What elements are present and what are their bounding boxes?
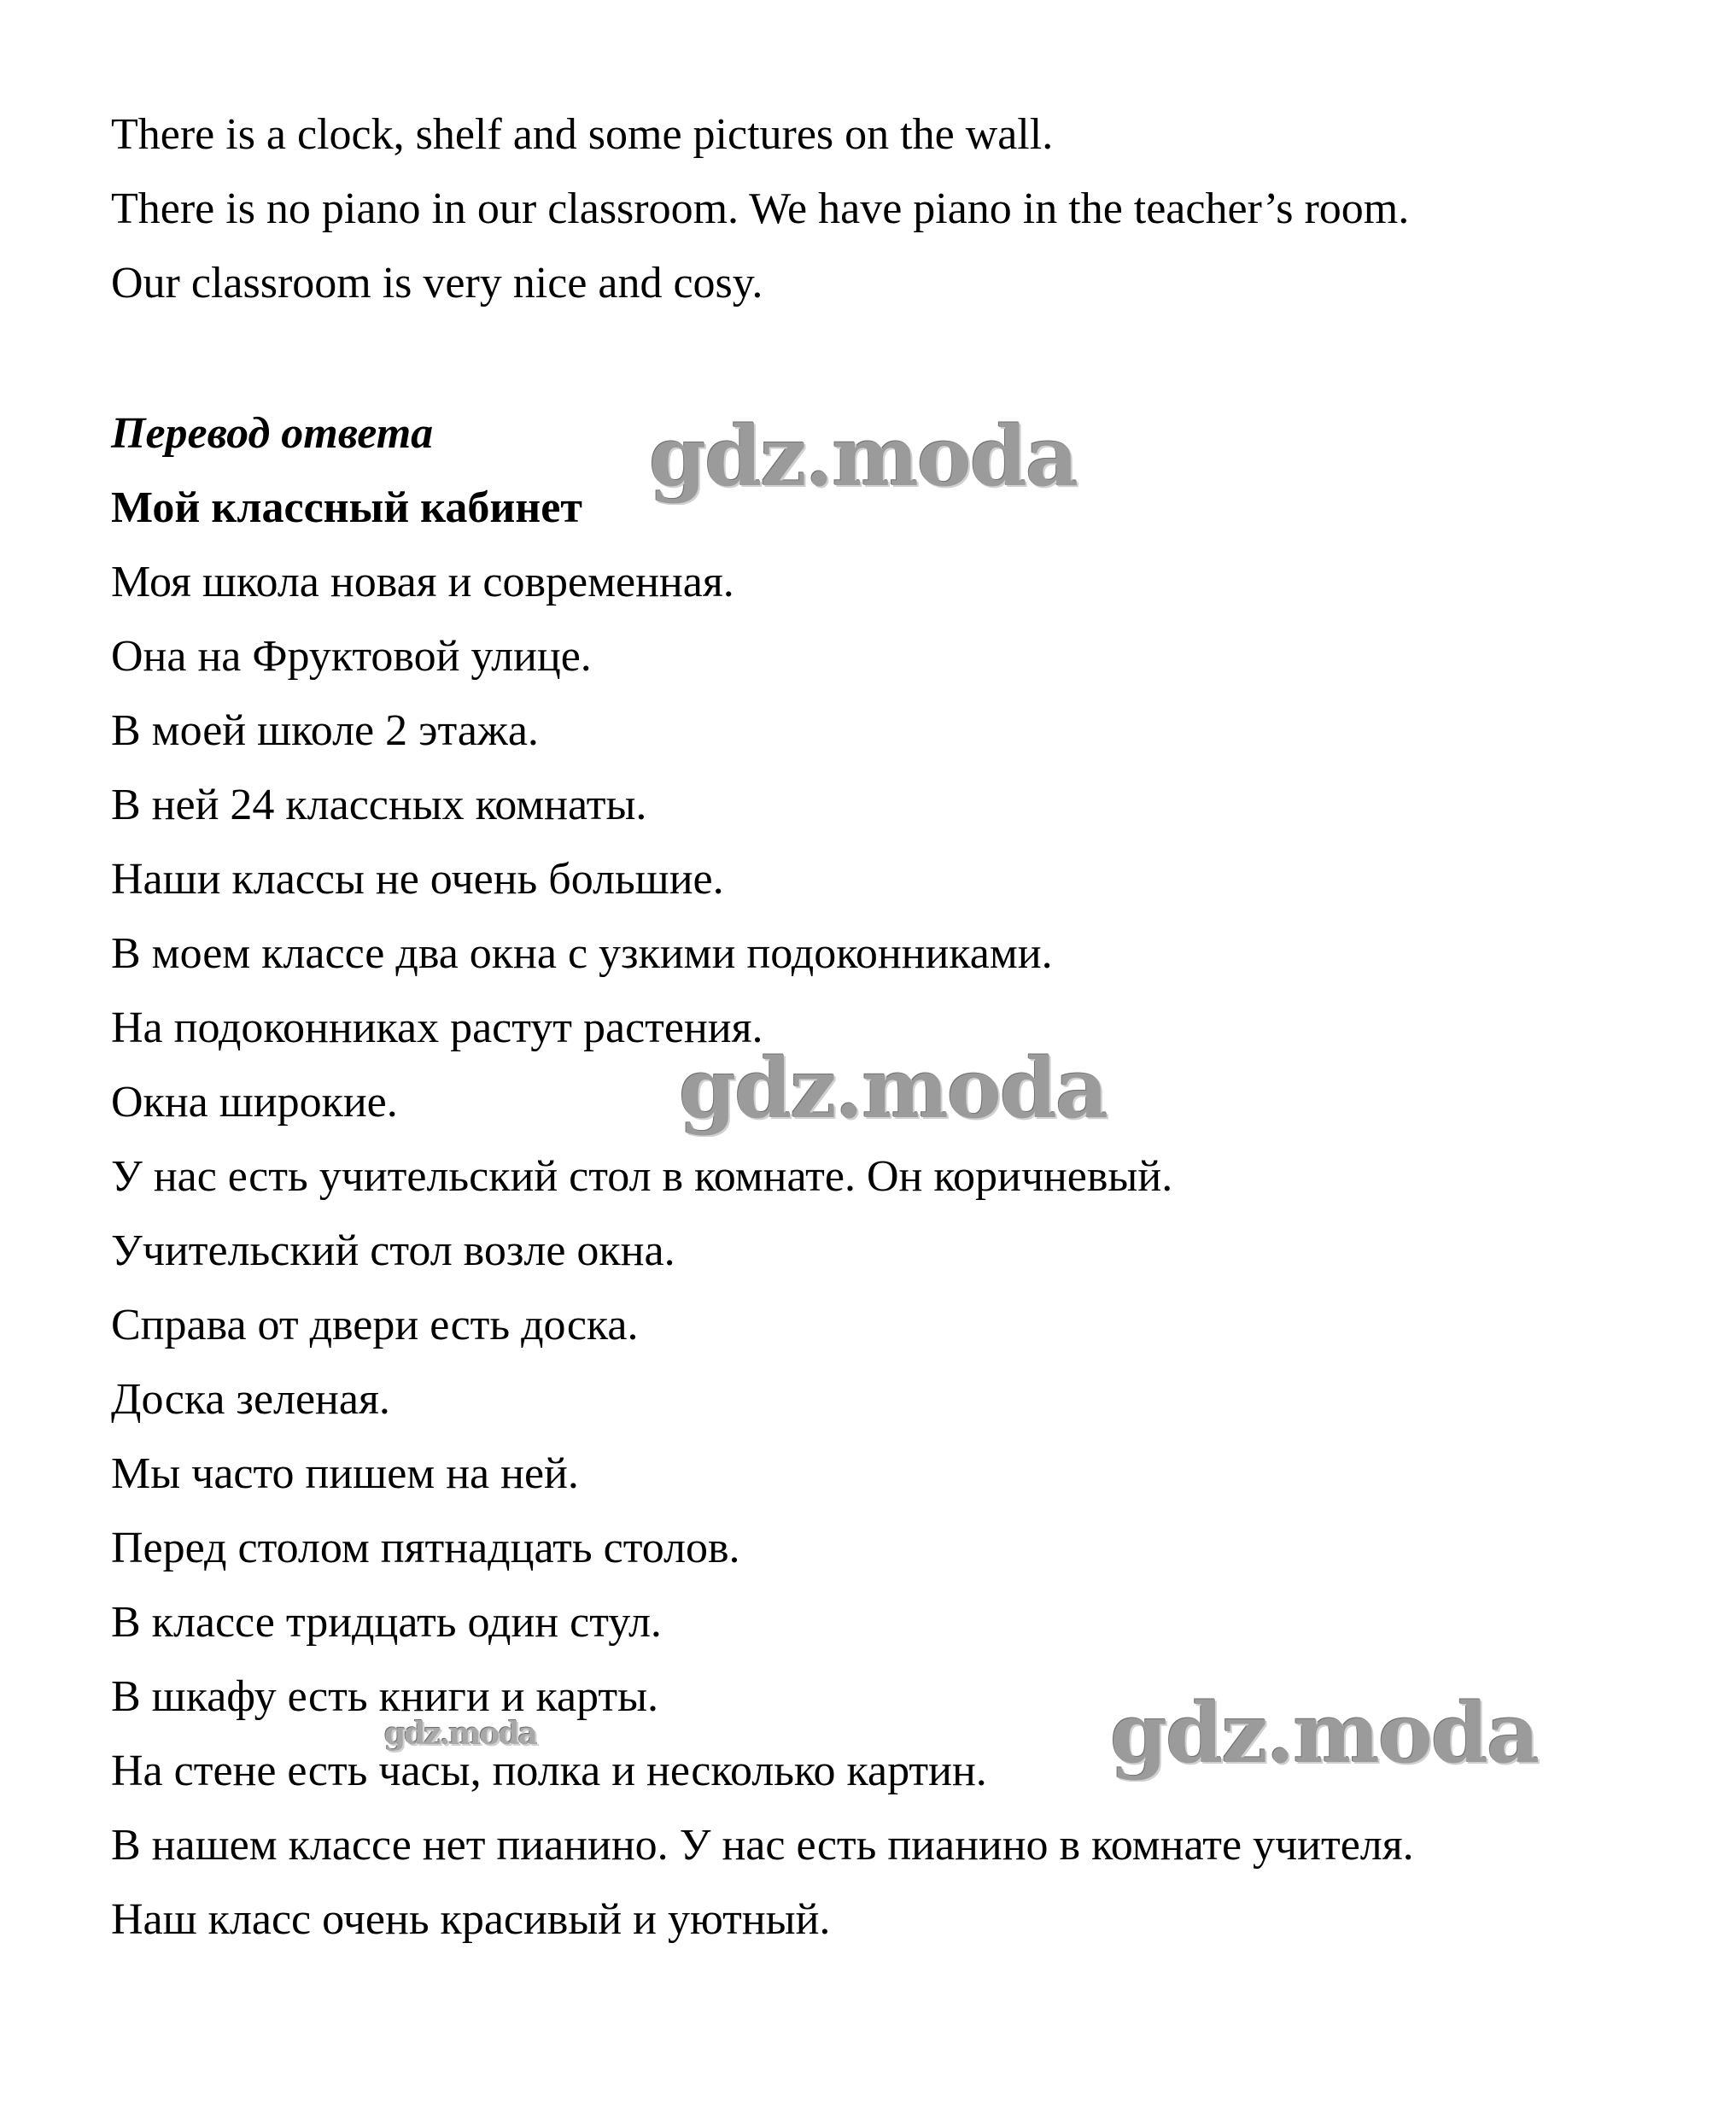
russian-line: В ней 24 классных комнаты. [111, 781, 647, 829]
russian-line: Наши классы не очень большие. [111, 855, 724, 904]
russian-line: В шкафу есть книги и карты. [111, 1672, 659, 1721]
translation-title: Мой классный кабинет [111, 483, 582, 532]
russian-line: На подоконниках растут растения. [111, 1004, 763, 1052]
russian-line: Перед столом пятнадцать столов. [111, 1524, 740, 1572]
russian-line: Наш класс очень красивый и уютный. [111, 1895, 831, 1944]
russian-line: В классе тридцать один стул. [111, 1598, 662, 1647]
russian-line: Она на Фруктовой улице. [111, 632, 592, 681]
translation-label: Перевод ответа [111, 409, 434, 458]
watermark: gdz.moda [1110, 1685, 1539, 1782]
russian-line: Справа от двери есть доска. [111, 1301, 639, 1349]
russian-line: В моем классе два окна с узкими подоконниками. [111, 929, 1053, 978]
russian-line: В нашем классе нет пианино. У нас есть пианино в комнате учителя. [111, 1821, 1414, 1870]
russian-line: У нас есть учительский стол в комнате. Он коричневый. [111, 1152, 1173, 1201]
russian-line: Моя школа новая и современная. [111, 558, 734, 606]
russian-line: В моей школе 2 этажа. [111, 706, 539, 755]
english-line: There is a clock, shelf and some pictures on the wall. [111, 110, 1054, 159]
english-line: Our classroom is very nice and cosy. [111, 259, 763, 307]
watermark: gdz.moda [649, 408, 1078, 505]
russian-line: Мы часто пишем на ней. [111, 1449, 579, 1498]
russian-line: На стене есть часы, полка и несколько картин. [111, 1747, 987, 1795]
russian-line: Учительский стол возле окна. [111, 1226, 675, 1275]
watermark: gdz.moda [679, 1040, 1108, 1137]
russian-line: Доска зеленая. [111, 1375, 390, 1424]
watermark: gdz.moda [384, 1716, 536, 1752]
russian-line: Окна широкие. [111, 1078, 398, 1127]
english-line: There is no piano in our classroom. We have piano in the teacher’s room. [111, 184, 1410, 233]
